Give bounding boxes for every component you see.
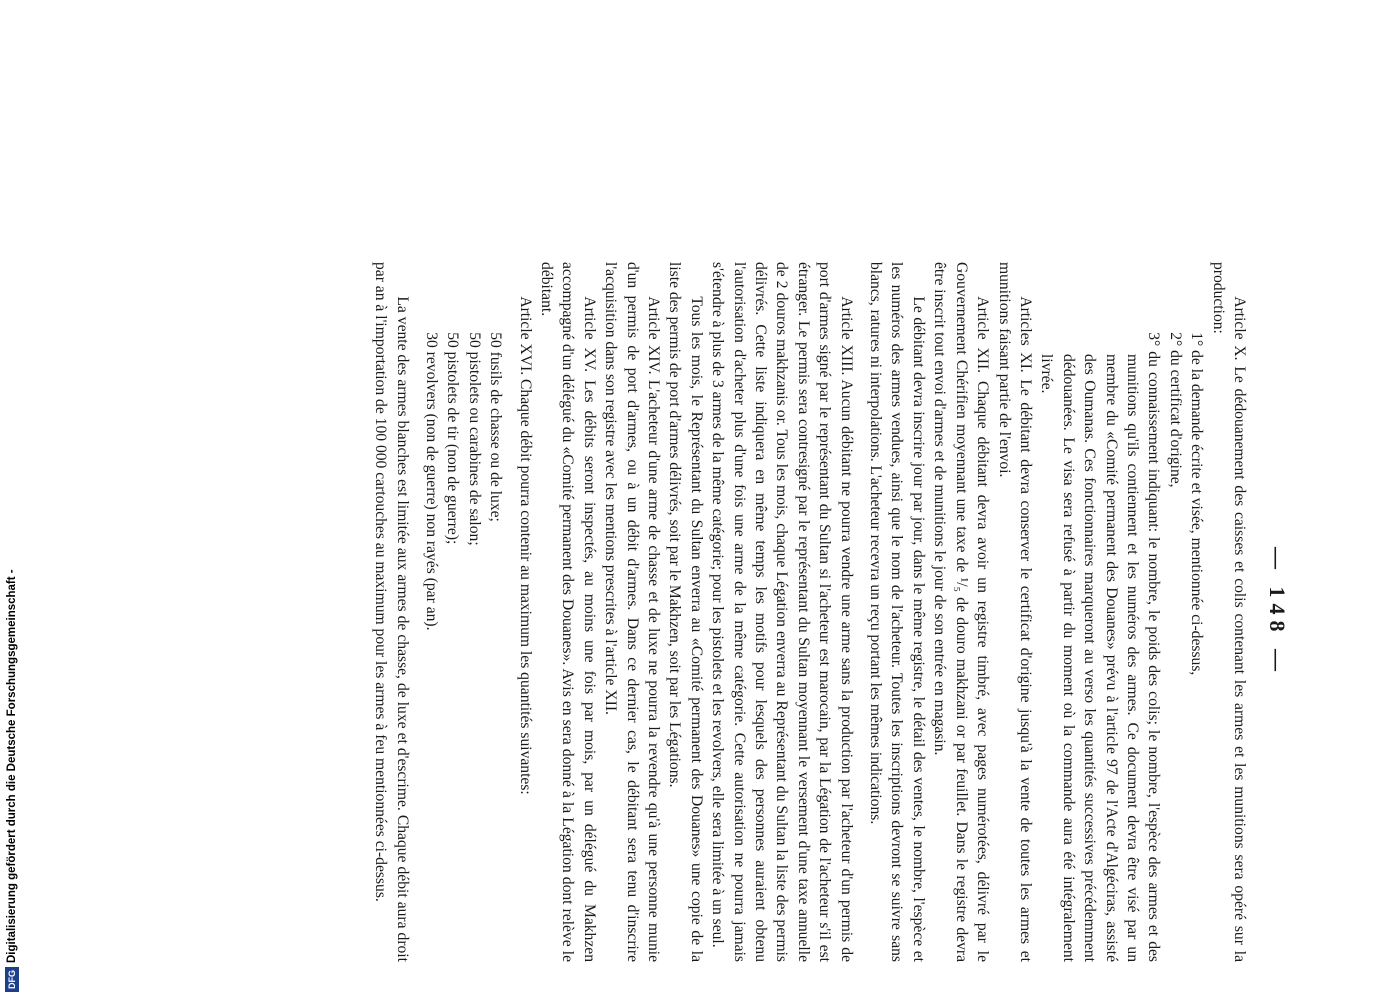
quantity-item: 50 pistolets de tir (non de guerre); — [444, 332, 462, 545]
list-gap — [413, 262, 421, 962]
article-x-item-1: 1° de la demande écrite et visée, mentionnée ci-dessus, — [1188, 332, 1206, 676]
article-xvi: Article XVI. Chaque débit pourra contenir au maximum les quantités suivantes: — [516, 296, 534, 795]
article-xii-continued: Le débitant devra inscrire jour par jour, dans le même registre, le détail des ventes, le nombre, l'espèce et les numéros des armes vendues, ainsi que le nom de l'acheteur. Toutes les inscriptions devront se suivre sans blancs, ratures ni interpolations. L'acheteur recevra un reçu portant les mêmes indications. — [867, 262, 927, 962]
article-xvi-continued: La vente des armes blanches est limitée aux armes de chasse, de luxe et d'escrime. Chaque débit aura droit par an à l'importation de 100 000 cartouches au maximum pour les armes à feu mentionnées ci-dessus. — [372, 262, 411, 962]
credit-text: Digitalisierung gefördert durch die Deutsche Forschungsgemeinschaft - — [6, 569, 18, 963]
article-xv: Article XV. Les débits seront inspectés, au moins une fois par mois, par un délégué du Makhzen accompagné d'un délégué du «Comité permanent des Douanes». Avis en sera donné à la Légation dont relève le débitant. — [538, 262, 598, 962]
article-xii: Article XII. Chaque débitant devra avoir un registre timbré, avec pages numérotées, délivré par le Gouvernement Chérifien moyennant une taxe de ¹/₅ de douro makhzani or par feuillet. Dans le registre devra être inscrit tout envoi d'armes et de munitions le jour de son entrée en magasin. — [931, 262, 992, 962]
quantity-item: 30 revolvers (non de guerre) non rayés (par an). — [422, 332, 440, 631]
page-content — [180, 262, 1290, 962]
article-x-intro: Article X. Le dédouanement des caisses et colis contenant les armes et les munitions sera opéré sur la production: — [1209, 262, 1248, 962]
article-xiii: Article XIII. Aucun débitant ne pourra vendre une arme sans la production par l'acheteur d'un permis de port d'armes signé par le représentant du Sultan si l'acheteur est marocain, par la Légation de l'acheteur s'il est étranger. Le permis sera contresigné par le représentant du Sultan moyennant le versement d'une taxe annuelle de 2 douros makhzanis or. Tous les mois, chaque Légation enverra au Représentant du Sultan la liste des permis délivrés. Cette liste indiquera en même temps les motifs pour lesquels des personnes auraient obtenu l'autorisation d'acheter plus d'une fois une arme de la même catégorie. Cette autorisation ne pourra jamais s'étendre à plus de 3 armes de la même catégorie; pour les pistolets et les revolvers, elle sera limitée à un seul. — [709, 262, 855, 962]
article-xiii-continued: Tous les mois, le Représentant du Sultan enverra au «Comité permanent des Douanes» une copie de la liste des permis de port d'armes délivrés, soit par le Makhzen, soit par les Légations. — [666, 262, 705, 962]
article-x-item-2: 2° du certificat d'origine, — [1166, 332, 1184, 488]
rotated-text-block — [180, 262, 1290, 962]
quantity-item: 50 pistolets ou carabines de salon; — [465, 332, 483, 546]
quantity-item: 50 fusils de chasse ou de luxe; — [487, 332, 505, 522]
digitization-credit — [2, 0, 22, 1000]
list-gap — [506, 262, 514, 962]
article-x-item-3: 3° du connaissement indiquant: le nombre, le poids des colis; le nombre, l'espèce des armes et des munitions qu'ils contiennent et les numéros des armes. Ce document devra être visé par un membre du «Comité permanent des Douanes» prévu à l'article 97 de l'Acte d'Algéciras, assisté des Oumanas. Ces fonctionnaires marqueront au verso les quantités successives précédemment dédouanées. Le visa sera refusé à partir du moment où la commande aura été intégralement livrée. — [1038, 332, 1163, 962]
page-number: — 148 — — [1265, 547, 1290, 677]
dfg-logo: DFG — [5, 967, 19, 992]
article-xi: Articles XI. Le débitant devra conserver le certificat d'origine jusqu'à la vente de toutes les armes et munitions faisant partie de l'envoi. — [995, 262, 1034, 962]
section-gap — [857, 262, 865, 962]
article-xiv: Article XIV. L'acheteur d'une arme de chasse et de luxe ne pourra la revendre qu'à une personne munie d'un permis de port d'armes, ou à un débit d'armes. Dans ce dernier cas, le débitant sera tenu d'inscrire l'acquisition dans son registre avec les mentions prescrites à l'article XII. — [602, 262, 663, 962]
